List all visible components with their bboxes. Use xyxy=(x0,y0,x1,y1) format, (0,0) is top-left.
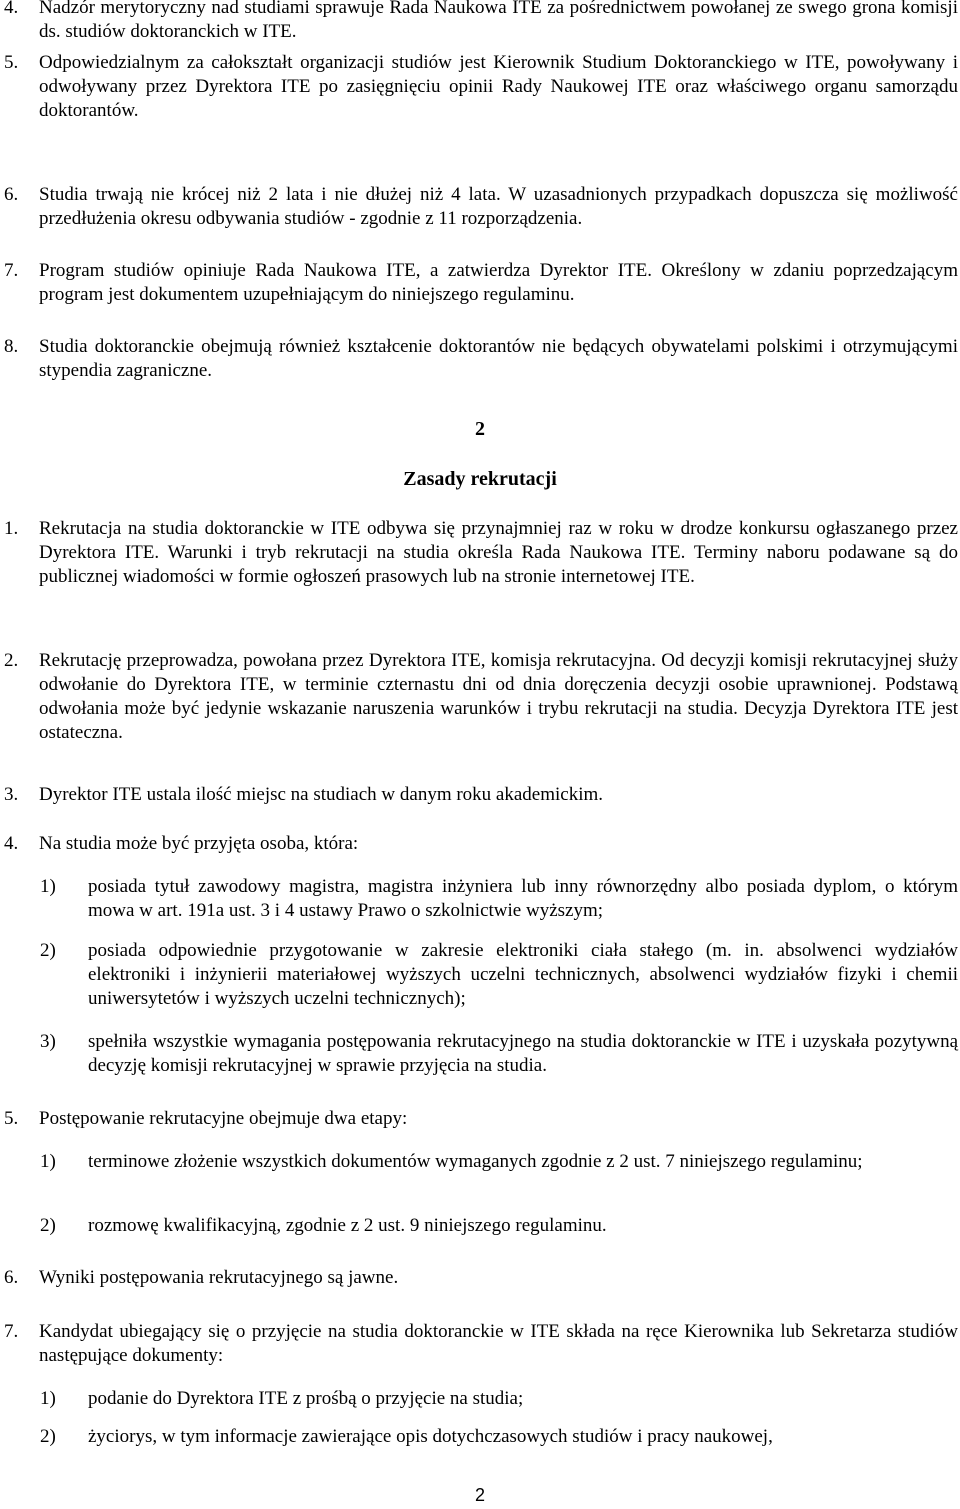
list-item-number: 2) xyxy=(40,1426,56,1447)
paragraph-number: 7. xyxy=(4,1321,19,1342)
paragraph-1-6 xyxy=(0,183,958,231)
list-item-text: posiada odpowiednie przygotowanie w zakresie elektroniki ciała stałego (m. in. absolwenci wydziałów elektroniki i inżynierii materiałowej wyższych uczelni technicznych, absolwenci wydziałów fizyki i chemii uniwersytetów i wyższych uczelni technicznych); xyxy=(88,940,958,1009)
list-item-number: 1) xyxy=(40,1388,56,1409)
paragraph-text: Postępowanie rekrutacyjne obejmuje dwa etapy: xyxy=(39,1108,408,1129)
list-item-number: 3) xyxy=(40,1031,56,1052)
list-item xyxy=(0,1150,958,1174)
paragraph-number: 5. xyxy=(4,1108,19,1129)
paragraph-text: Dyrektor ITE ustala ilość miejsc na studiach w danym roku akademickim. xyxy=(39,784,604,805)
paragraph-2-7 xyxy=(0,1320,958,1368)
paragraph-text: Kandydat ubiegający się o przyjęcie na studia doktoranckie w ITE składa na ręce Kierownika lub Sekretarza studiów następujące dokumenty: xyxy=(39,1321,958,1366)
page-number: 2 xyxy=(474,1485,485,1505)
paragraph-1-5 xyxy=(0,51,958,123)
paragraph-1-4 xyxy=(0,0,958,44)
paragraph-number: 7. xyxy=(4,260,19,281)
list-item-number: 2) xyxy=(40,940,56,961)
paragraph-text: Nadzór merytoryczny nad studiami sprawuje Rada Naukowa ITE za pośrednictwem powołanej ze swego grona komisji ds. studiów doktoranckich w ITE. xyxy=(39,0,958,42)
paragraph-2-5 xyxy=(0,1107,958,1131)
list-item-text: spełniła wszystkie wymagania postępowania rekrutacyjnego na studia doktoranckie w ITE i uzyskała pozytywną decyzję komisji rekrutacyjnej w sprawie przyjęcia na studia. xyxy=(88,1031,958,1076)
paragraph-text: Rekrutację przeprowadza, powołana przez Dyrektora ITE, komisja rekrutacyjna. Od decyzji komisji rekrutacyjnej służy odwołanie do Dyrektora ITE, w terminie czternastu dni od dnia doręczenia decyzji osobie uprawnionej. Podstawą odwołania może być jedynie wskazanie naruszenia warunków i trybu rekrutacji na studia. Decyzja Dyrektora ITE jest ostateczna. xyxy=(39,650,958,743)
paragraph-number: 3. xyxy=(4,784,19,805)
paragraph-text: Na studia może być przyjęta osoba, która: xyxy=(39,833,359,854)
paragraph-2-1 xyxy=(0,517,958,589)
paragraph-number: 8. xyxy=(4,336,19,357)
section-number: 2 xyxy=(475,418,485,440)
paragraph-text: Program studiów opiniuje Rada Naukowa ITE, a zatwierdza Dyrektor ITE. Określony w zdaniu poprzedzającym program jest dokumentem uzupełniającym do niniejszego regulaminu. xyxy=(39,260,958,305)
paragraph-1-7 xyxy=(0,259,958,307)
paragraph-2-3 xyxy=(0,783,958,807)
list-item-text: posiada tytuł zawodowy magistra, magistra inżyniera lub inny równorzędny albo posiada dyplom, o którym mowa w art. 191a ust. 3 i 4 ustawy Prawo o szkolnictwie wyższym; xyxy=(88,876,958,921)
list-item xyxy=(0,875,958,923)
paragraph-number: 4. xyxy=(4,833,19,854)
paragraph-2-4 xyxy=(0,832,958,856)
paragraph-2-2 xyxy=(0,649,958,745)
paragraph-number: 2. xyxy=(4,650,19,671)
list-item xyxy=(0,939,958,1011)
list-item-number: 1) xyxy=(40,876,56,897)
list-item xyxy=(0,1214,958,1238)
paragraph-text: Rekrutacja na studia doktoranckie w ITE odbywa się przynajmniej raz w roku w drodze konkursu ogłaszanego przez Dyrektora ITE. Warunki i tryb rekrutacji na studia określa Rada Naukowa ITE. Terminy naboru podawane są do publicznej wiadomości w formie ogłoszeń prasowych lub na stronie internetowej ITE. xyxy=(39,518,958,587)
section-title: Zasady rekrutacji xyxy=(403,468,557,490)
paragraph-number: 5. xyxy=(4,52,19,73)
list-item-text: terminowe złożenie wszystkich dokumentów wymaganych zgodnie z 2 ust. 7 niniejszego regulaminu; xyxy=(88,1151,863,1172)
paragraph-text: Studia doktoranckie obejmują również kształcenie doktorantów nie będących obywatelami polskimi i otrzymującymi stypendia zagraniczne. xyxy=(39,336,958,381)
paragraph-1-8 xyxy=(0,335,958,383)
paragraph-text: Odpowiedzialnym za całokształt organizacji studiów jest Kierownik Studium Doktoranckiego w ITE, powoływany i odwoływany przez Dyrektora ITE po zasięgnięciu opinii Rady Naukowej ITE oraz właściwego organu samorządu doktorantów. xyxy=(39,52,958,121)
list-item-text: życiorys, w tym informacje zawierające opis dotychczasowych studiów i pracy naukowej, xyxy=(88,1426,773,1447)
list-item-number: 2) xyxy=(40,1215,56,1236)
list-item xyxy=(0,1030,958,1078)
paragraph-text: Studia trwają nie krócej niż 2 lata i nie dłużej niż 4 lata. W uzasadnionych przypadkach dopuszcza się możliwość przedłużenia okresu odbywania studiów - zgodnie z 11 rozporządzenia. xyxy=(39,184,958,229)
list-item xyxy=(0,1425,958,1449)
paragraph-number: 6. xyxy=(4,184,19,205)
paragraph-number: 4. xyxy=(4,0,19,18)
list-item-text: rozmowę kwalifikacyjną, zgodnie z 2 ust. 9 niniejszego regulaminu. xyxy=(88,1215,607,1236)
list-item xyxy=(0,1387,958,1411)
list-item-text: podanie do Dyrektora ITE z prośbą o przyjęcie na studia; xyxy=(88,1388,524,1409)
paragraph-number: 6. xyxy=(4,1267,19,1288)
list-item-number: 1) xyxy=(40,1151,56,1172)
paragraph-number: 1. xyxy=(4,518,19,539)
paragraph-2-6 xyxy=(0,1266,958,1290)
paragraph-text: Wyniki postępowania rekrutacyjnego są jawne. xyxy=(39,1267,399,1288)
